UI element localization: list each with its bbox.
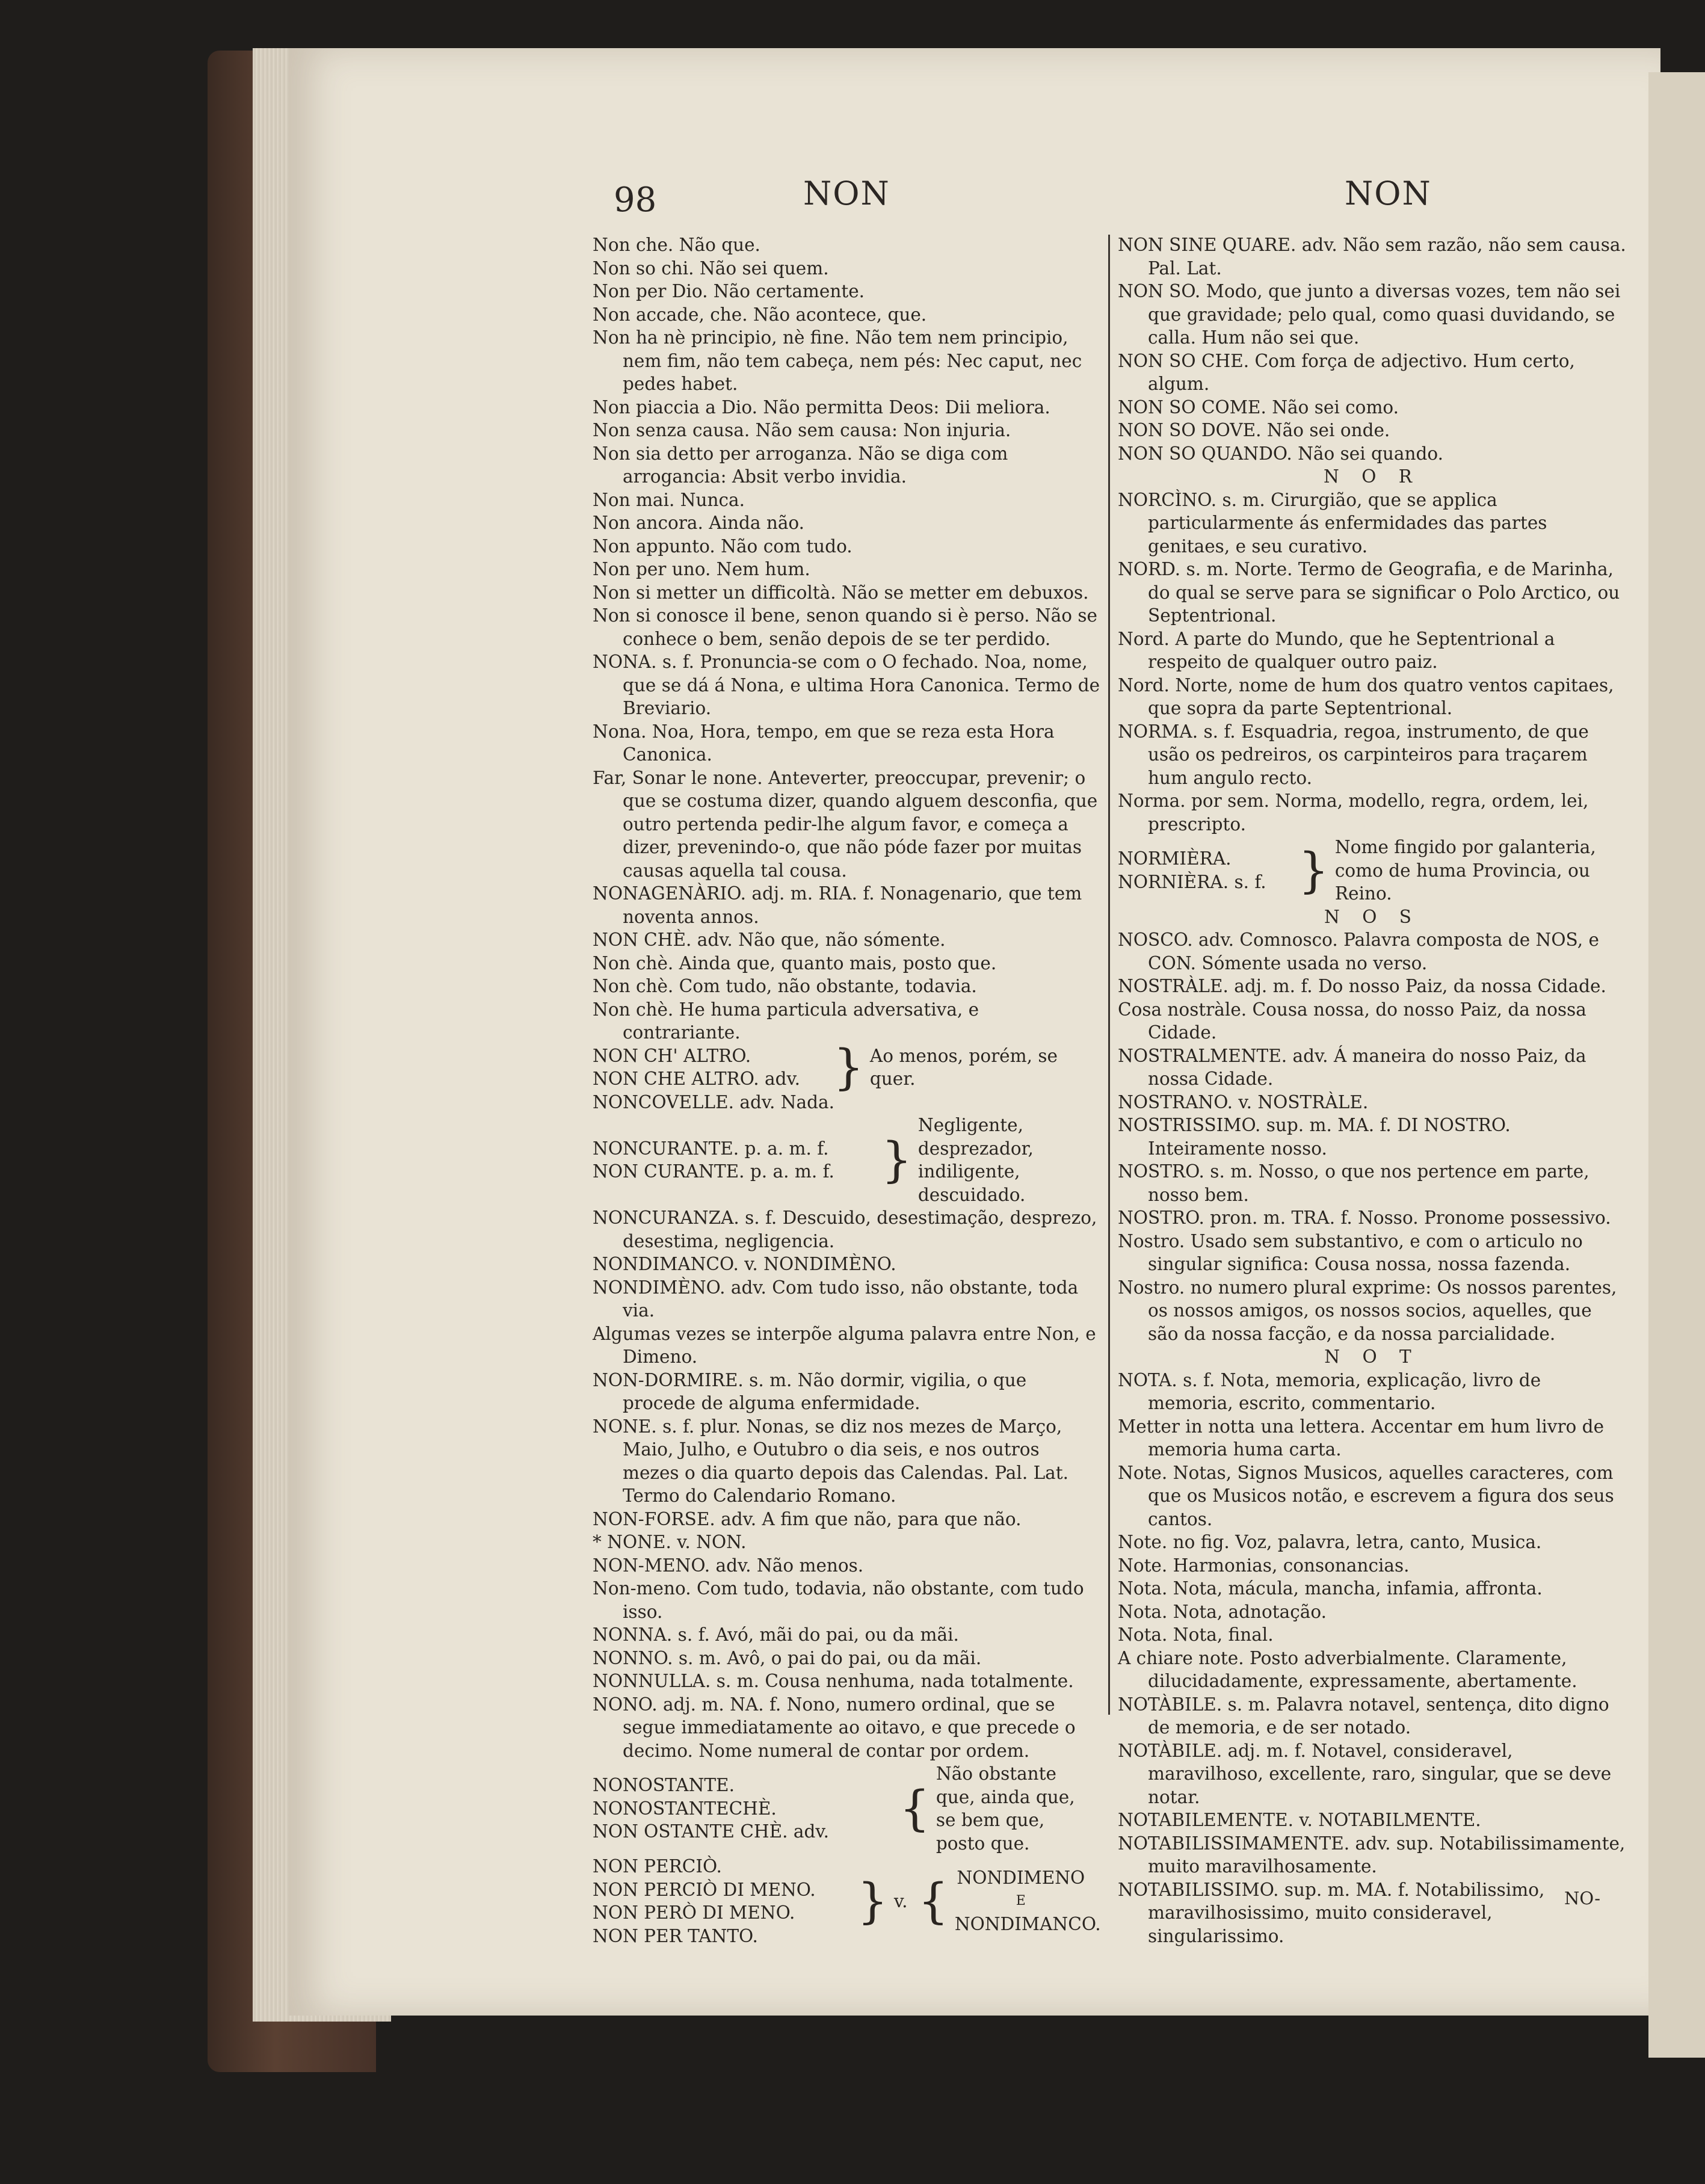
entry: NON-MENO. adv. Não menos. bbox=[593, 1555, 864, 1576]
brace: } bbox=[881, 1132, 912, 1188]
section-heading: N O T bbox=[1324, 1346, 1420, 1367]
brace: } bbox=[833, 1039, 864, 1095]
entry: Nota. Nota, final. bbox=[1118, 1624, 1274, 1645]
entry: * NONE. v. NON. bbox=[593, 1532, 747, 1552]
entry: NON CURANTE. p. a. m. f. bbox=[593, 1161, 834, 1182]
entry: Non per Dio. Não certamente. bbox=[593, 281, 865, 301]
entry: NONA. s. f. Pronuncia-se com o O fechado. Noa, nome, que se dá á Nona, e ultima Hora Canonica. Termo de Breviario. bbox=[593, 652, 1100, 718]
entry: NORD. s. m. Norte. Termo de Geografia, e de Marinha, do qual se serve para se significar o Polo Arctico, ou Septentrional. bbox=[1118, 559, 1620, 626]
entry: NON SO COME. Não sei como. bbox=[1118, 396, 1399, 418]
entry: NONDIMENO bbox=[957, 1868, 1085, 1889]
entry: Non si conosce il bene, senon quando si è perso. Não se conhece o bem, senão depois de se ter perdido. bbox=[593, 605, 1097, 649]
entry: NON PER TANTO. bbox=[593, 1925, 758, 1946]
entry: NONDIMANCO. v. NONDIMÈNO. bbox=[593, 1254, 896, 1274]
entry: NONOSTANTE. bbox=[593, 1775, 735, 1796]
brace: { bbox=[917, 1873, 949, 1929]
entry: NOTA. s. f. Nota, memoria, explicação, livro de memoria, escrito, commentario. bbox=[1118, 1369, 1541, 1413]
entry: Note. no fig. Voz, palavra, letra, canto, Musica. bbox=[1118, 1532, 1542, 1552]
entry-definition: Não obstante que, ainda que, se bem que, posto que. bbox=[936, 1763, 1075, 1854]
entry: Nostro. Usado sem substantivo, e com o articulo no singular significa: Cousa nossa, nossa fazenda. bbox=[1118, 1230, 1583, 1274]
entry: NON-DORMIRE. s. m. Não dormir, vigilia, o que procede de alguma enfermidade. bbox=[593, 1369, 1027, 1413]
entry: NOSCO. adv. Comnosco. Palavra composta de NOS, e CON. Sómente usada no verso. bbox=[1118, 930, 1599, 973]
entry: Nota. Nota, adnotação. bbox=[1118, 1601, 1327, 1622]
entry: Nona. Noa, Hora, tempo, em que se reza esta Hora Canonica. bbox=[593, 721, 1055, 765]
entry: Algumas vezes se interpõe alguma palavra entre Non, e Dimeno. bbox=[593, 1323, 1096, 1367]
entry: Non so chi. Não sei quem. bbox=[593, 258, 829, 279]
entry: NON PERCIÒ. bbox=[593, 1856, 722, 1877]
catchword: NO- bbox=[1564, 1888, 1601, 1908]
entry: NONOSTANTECHÈ. bbox=[593, 1798, 777, 1819]
entry: NOSTRISSIMO. sup. m. MA. f. DI NOSTRO. Inteiramente nosso. bbox=[1118, 1115, 1511, 1159]
entry: NON SO. Modo, que junto a diversas vozes, tem não sei que gravidade; pelo qual, como quasi duvidando, se calla. Hum não sei que. bbox=[1118, 281, 1621, 348]
entry: Far, Sonar le none. Anteverter, preoccupar, prevenir; o que se costuma dizer, quando alguem desconfia, que outro pertenda pedir-lhe algum favor, e começa a dizer, prevenindo-o, que não póde fazer por muitas causas aquella tal cousa. bbox=[593, 767, 1098, 881]
entry-definition: Nome fingido por galanteria, como de huma Provincia, ou Reino. bbox=[1334, 837, 1596, 904]
grouped-entry bbox=[593, 1114, 1101, 1206]
running-head-left: NON bbox=[803, 174, 890, 212]
entry: NONE. s. f. plur. Nonas, se diz nos mezes de Março, Maio, Julho, e Outubro o dia seis, e nos outros mezes o dia quarto depois das Calendas. Pal. Lat. Termo do Calendario Romano. bbox=[593, 1416, 1068, 1506]
entry: Non mai. Nunca. bbox=[593, 489, 745, 510]
column-rule bbox=[1108, 235, 1110, 1715]
entry: Nord. A parte do Mundo, que he Septentrional a respeito de qualquer outro paiz. bbox=[1118, 628, 1555, 672]
grouped-entry bbox=[593, 1039, 1101, 1095]
entry: NORMA. s. f. Esquadria, regoa, instrumento, de que usão os pedreiros, os carpinteiros para traçarem hum angulo recto. bbox=[1118, 721, 1589, 788]
entry: Nord. Norte, nome de hum dos quatro ventos capitaes, que sopra da parte Septentrional. bbox=[1118, 674, 1614, 718]
entry: Nota. Nota, mácula, mancha, infamia, affronta. bbox=[1118, 1578, 1543, 1599]
page-number: 98 bbox=[614, 180, 657, 220]
entry: NOTÀBILE. s. m. Palavra notavel, sentença, dito digno de memoria, e de ser notado. bbox=[1118, 1694, 1609, 1738]
left-column bbox=[593, 233, 1101, 1948]
entry: NON SO DOVE. Não sei onde. bbox=[1118, 420, 1390, 440]
entry: Non sia detto per arroganza. Não se diga com arrogancia: Absit verbo invidia. bbox=[593, 443, 1008, 487]
entry: NONNULLA. s. m. Cousa nenhuma, nada totalmente. bbox=[593, 1671, 1074, 1691]
entry: NONNO. s. m. Avô, o pai do pai, ou da mãi. bbox=[593, 1647, 982, 1668]
entry: Note. Harmonias, consonancias. bbox=[1118, 1555, 1410, 1576]
entry: Non ancora. Ainda não. bbox=[593, 513, 805, 533]
entry: NON-FORSE. adv. A fim que não, para que não. bbox=[593, 1508, 1022, 1529]
entry: NON CH' ALTRO. bbox=[593, 1045, 751, 1066]
entry: NONCURANZA. s. f. Descuido, desestimação, desprezo, desestima, negligencia. bbox=[593, 1208, 1097, 1251]
entry-definition: Ao menos, porém, se quer. bbox=[869, 1045, 1058, 1089]
entry: NON SO QUANDO. Não sei quando. bbox=[1118, 443, 1443, 464]
entry: Non chè. He huma particula adversativa, e contrariante. bbox=[593, 999, 979, 1043]
cross-reference-mark: v. bbox=[893, 1890, 908, 1911]
entry: NONO. adj. m. NA. f. Nono, numero ordinal, que se segue immediatamente ao oitavo, e que precede o decimo. Nome numeral de contar por ordem. bbox=[593, 1694, 1076, 1761]
entry: NOSTRÀLE. adj. m. f. Do nosso Paiz, da nossa Cidade. bbox=[1118, 976, 1606, 996]
entry: NOTABILISSIMAMENTE. adv. sup. Notabilissimamente, muito maravilhosamente. bbox=[1118, 1833, 1626, 1877]
entry: Non che. Não que. bbox=[593, 235, 760, 255]
grouped-entry bbox=[593, 1762, 1101, 1855]
entry: NOTÀBILE. adj. m. f. Notavel, consideravel, maravilhoso, excellente, raro, singular, que se deve notar. bbox=[1118, 1740, 1612, 1807]
entry: Non chè. Com tudo, não obstante, todavia. bbox=[593, 976, 977, 996]
grouped-entry bbox=[593, 1855, 1101, 1948]
entry: Non ha nè principio, nè fine. Não tem nem principio, nem fim, não tem cabeça, nem pés: Nec caput, nec pedes habet. bbox=[593, 327, 1082, 394]
entry: NON PERCIÒ DI MENO. bbox=[593, 1879, 816, 1900]
brace: } bbox=[857, 1873, 888, 1929]
entry: Non si metter un difficoltà. Não se metter em debuxos. bbox=[593, 582, 1089, 603]
entry: NOSTRANO. v. NOSTRÀLE. bbox=[1118, 1091, 1369, 1112]
entry: NONDIMÈNO. adv. Com tudo isso, não obstante, toda via. bbox=[593, 1277, 1079, 1321]
entry: NOTABILISSIMO. sup. m. MA. f. Notabilissimo, maravilhosissimo, muito consideravel, singularissimo. bbox=[1118, 1879, 1545, 1946]
entry: Norma. por sem. Norma, modello, regra, ordem, lei, prescripto. bbox=[1118, 791, 1589, 834]
grouped-entry bbox=[1118, 836, 1626, 905]
right-column bbox=[1118, 233, 1626, 1948]
entry: NON PERÒ DI MENO. bbox=[593, 1902, 795, 1923]
entry: Non per uno. Nem hum. bbox=[593, 559, 810, 579]
brace: { bbox=[899, 1780, 930, 1836]
entry: Non accade, che. Não acontece, que. bbox=[593, 304, 927, 325]
entry: NONCURANTE. p. a. m. f. bbox=[593, 1138, 829, 1159]
entry: Metter in notta una lettera. Accentar em hum livro de memoria huma carta. bbox=[1118, 1416, 1605, 1460]
section-heading: N O S bbox=[1324, 906, 1420, 927]
entry: NONDIMANCO. bbox=[954, 1914, 1101, 1935]
entry: Non senza causa. Não sem causa: Non injuria. bbox=[593, 420, 1011, 440]
entry-definition: Negligente, desprezador, indiligente, descuidado. bbox=[917, 1115, 1034, 1205]
entry: NONNA. s. f. Avó, mãi do pai, ou da mãi. bbox=[593, 1624, 959, 1645]
entry: NONCOVELLE. adv. Nada. bbox=[593, 1091, 834, 1112]
entry: NORCÌNO. s. m. Cirurgião, que se applica particularmente ás enfermidades das partes genitaes, e seu curativo. bbox=[1118, 489, 1547, 557]
entry: NORNIÈRA. s. f. bbox=[1118, 871, 1266, 892]
entry: A chiare note. Posto adverbialmente. Claramente, dilucidadamente, expressamente, abertamente. bbox=[1118, 1647, 1577, 1691]
entry: Non piaccia a Dio. Não permitta Deos: Dii meliora. bbox=[593, 396, 1050, 418]
running-head-right: NON bbox=[1345, 174, 1432, 212]
entry: NONAGENÀRIO. adj. m. RIA. f. Nonagenario, que tem noventa annos. bbox=[593, 883, 1082, 927]
entry: Non chè. Ainda que, quanto mais, posto que. bbox=[593, 952, 997, 973]
entry: Cosa nostràle. Cousa nossa, do nosso Paiz, da nossa Cidade. bbox=[1118, 999, 1586, 1043]
section-heading: N O R bbox=[1324, 466, 1420, 487]
entry: NOSTRALMENTE. adv. Á maneira do nosso Paiz, da nossa Cidade. bbox=[1118, 1045, 1586, 1089]
facing-page-edge bbox=[1648, 72, 1705, 2058]
entry: NOSTRO. pron. m. TRA. f. Nosso. Pronome possessivo. bbox=[1118, 1208, 1611, 1228]
entry: NON SINE QUARE. adv. Não sem razão, não sem causa. Pal. Lat. bbox=[1118, 235, 1626, 279]
brace: } bbox=[1298, 842, 1329, 898]
entry: NON CHE ALTRO. adv. bbox=[593, 1069, 800, 1089]
entry: NON OSTANTE CHÈ. adv. bbox=[593, 1821, 829, 1842]
entry: Non appunto. Não com tudo. bbox=[593, 535, 852, 557]
entry: NON SO CHE. Com força de adjectivo. Hum certo, algum. bbox=[1118, 350, 1575, 394]
entry: Note. Notas, Signos Musicos, aquelles caracteres, com que os Musicos notão, e escrevem a figura dos seus cantos. bbox=[1118, 1462, 1614, 1529]
entry: E bbox=[1016, 1893, 1026, 1908]
entry: NON CHÈ. adv. Não que, não sómente. bbox=[593, 930, 946, 950]
entry: NORMIÈRA. bbox=[1118, 848, 1232, 869]
entry: NOTABILEMENTE. v. NOTABILMENTE. bbox=[1118, 1810, 1481, 1830]
entry: Nostro. no numero plural exprime: Os nossos parentes, os nossos amigos, os nossos socios, aquelles, que são da nossa facção, e da nossa parcialidade. bbox=[1118, 1277, 1617, 1344]
entry: NOSTRO. s. m. Nosso, o que nos pertence em parte, nosso bem. bbox=[1118, 1161, 1589, 1205]
entry: Non-meno. Com tudo, todavia, não obstante, com tudo isso. bbox=[593, 1578, 1084, 1622]
